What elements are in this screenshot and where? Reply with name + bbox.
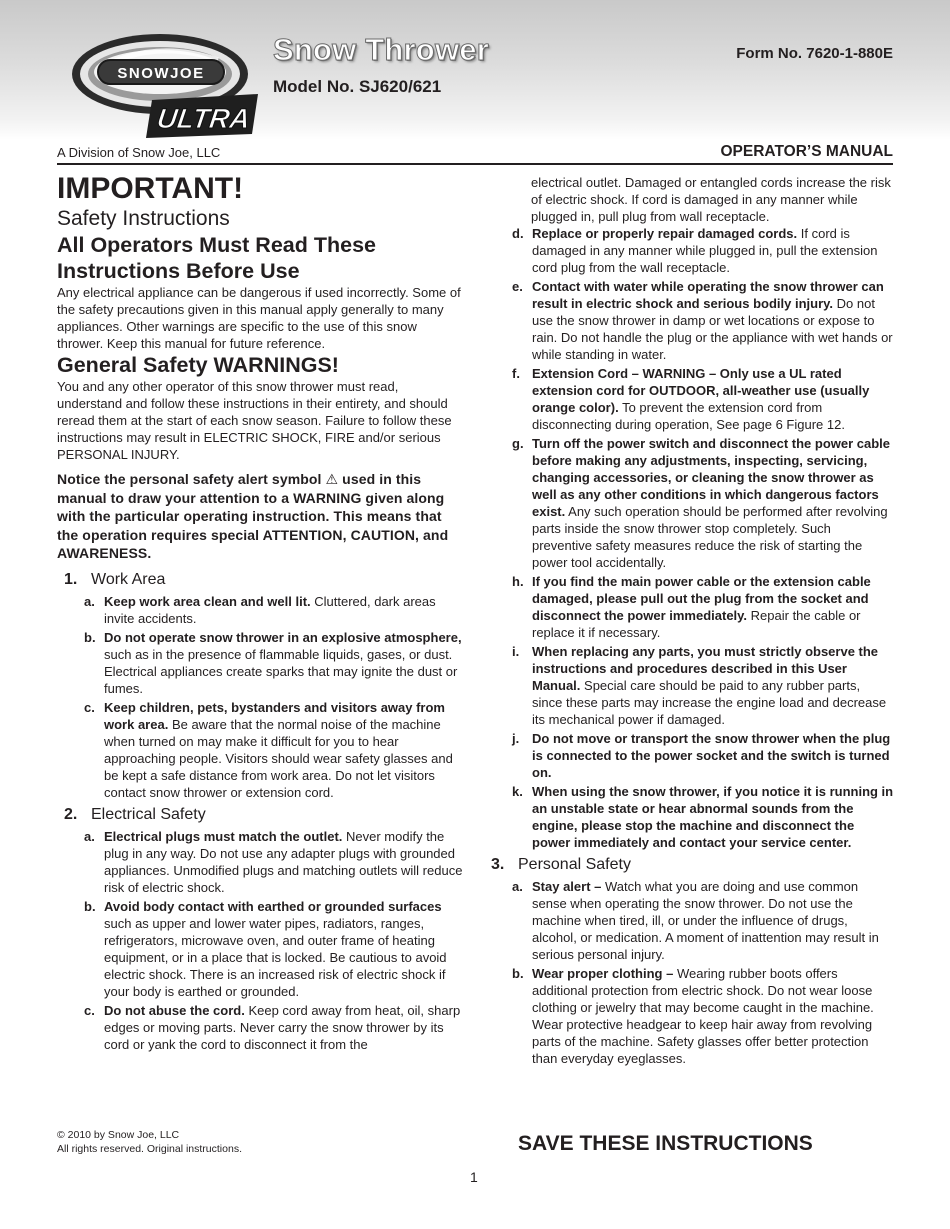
- section-personal-safety: [491, 854, 894, 875]
- list-item: [512, 878, 894, 963]
- general-warnings-heading: General Safety WARNINGS!: [57, 353, 339, 377]
- item-letter: f.: [512, 366, 520, 381]
- section-electrical-safety: [57, 804, 465, 825]
- item-bold-text: If you find the main power cable or the extension cable damaged, please pull out the plug from the socket and disconnect the power immediately.: [532, 574, 871, 623]
- item-text: such as upper and lower water pipes, radiators, ranges, refrigerators, microwave oven, and outer frame of heating equipment, or in a place that is locked. Be cautious to avoid electric shock. There is an increased risk of electric shock if your body is earthed or grounded.: [104, 915, 447, 999]
- section-title: Personal Safety: [518, 856, 631, 873]
- list-item: [512, 278, 894, 363]
- section-work-area: [57, 569, 465, 590]
- item-bold-text: Electrical plugs must match the outlet.: [104, 828, 343, 844]
- item-text: Watch what you are doing and use common sense when operating the snow thrower. Do not use the machine when tired, ill, or under the influence of drugs, alcohol, or medication. A moment of inattention may result in serious personal injury.: [532, 879, 879, 962]
- item-letter: c.: [84, 1002, 95, 1018]
- item-letter: a.: [512, 879, 523, 894]
- header-divider: [57, 163, 893, 165]
- item-text: Special care should be paid to any rubber parts, since these parts may increase the engine load and decrease its mechanical power if damaged.: [532, 678, 887, 727]
- item-letter: e.: [512, 279, 523, 294]
- list-item: [84, 828, 465, 896]
- important-heading: IMPORTANT!: [57, 172, 244, 205]
- item-bold-text: Extension Cord – WARNING – Only use a UL rated extension cord for OUTDOOR, all-weather use (usually orange color).: [532, 366, 870, 415]
- item-text: Cluttered, dark areas invite accidents.: [104, 593, 436, 626]
- item-letter: j.: [512, 731, 520, 746]
- warnings-paragraph: You and any other operator of this snow thrower must read, understand and follow these instructions in their entirety, and should reread them at the start of each snow season. Failure to follow these instructions may result in ELECTRIC SHOCK, FIRE and/or serious PERSONAL INJURY.: [57, 379, 452, 462]
- item-letter: d.: [512, 226, 524, 241]
- item-letter: k.: [512, 784, 523, 799]
- item-text: Be aware that the normal noise of the machine when turned on may make it difficult for you to hear approaching people. Visitors should wear safety glasses and be kept a safe distance from work area. Do not let visitors contact snow thrower or extension cord.: [104, 716, 453, 800]
- item-text: Any such operation should be performed after revolving parts inside the snow thrower stop completely. Such preventive safety measures reduce the risk of starting the power tool accidentally.: [532, 504, 888, 570]
- item-bold-text: Do not abuse the cord.: [104, 1002, 245, 1018]
- section-number: 3.: [491, 856, 505, 873]
- item-bold-text: Keep work area clean and well lit.: [104, 593, 311, 609]
- item-letter: c.: [84, 699, 95, 715]
- list-item: [512, 643, 894, 728]
- intro-paragraph: Any electrical appliance can be dangerous if used incorrectly. Some of the safety precautions given in this manual apply generally to many appliances. Other warnings are specific to the use of this snow thrower. Keep this manual for future reference.: [57, 285, 461, 351]
- item-bold-text: Wear proper clothing –: [532, 966, 674, 981]
- operators-heading: All Operators Must Read These Instructions Before Use: [57, 233, 376, 283]
- section-title: Work Area: [91, 570, 166, 588]
- page-number: 1: [470, 1169, 478, 1185]
- item-letter: a.: [84, 828, 95, 844]
- item-letter: a.: [84, 593, 95, 609]
- item-bold-text: Keep children, pets, bystanders and visitors away from work area.: [104, 699, 445, 732]
- section-number: 2.: [64, 805, 78, 823]
- item-bold-text: Contact with water while operating the snow thrower can result in electric shock and serious bodily injury.: [532, 279, 884, 311]
- form-number: Form No. 7620-1-880E: [736, 45, 893, 62]
- item-letter: h.: [512, 574, 524, 589]
- model-number: Model No. SJ620/621: [273, 77, 442, 96]
- list-item: [84, 1002, 465, 1053]
- copyright-notice: [57, 1129, 242, 1156]
- copyright-line: © 2010 by Snow Joe, LLC: [57, 1129, 180, 1141]
- list-item: [84, 699, 465, 801]
- safety-alert-notice: Notice the personal safety alert symbol ⚠ used in this manual to draw your attention to a WARNING given along with the particular operating instruction. This means that the operation requires special ATTENTION, CAUTION, and AWARENESS.: [57, 471, 449, 561]
- electrical-safety-items: [57, 828, 465, 1053]
- item-bold-text: When replacing any parts, you must strictly observe the instructions and procedures described in this User Manual.: [532, 644, 879, 693]
- list-item: [512, 365, 894, 433]
- safety-instructions-heading: Safety Instructions: [57, 207, 230, 230]
- list-item: [512, 783, 894, 851]
- item-text: If cord is damaged in any manner while plugged in, pull the extension cord plug from the wall receptacle.: [532, 226, 878, 275]
- division-line: A Division of Snow Joe, LLC: [57, 145, 221, 160]
- list-item: [84, 898, 465, 1000]
- manual-type: OPERATOR’S MANUAL: [720, 143, 893, 160]
- item-bold-text: Stay alert –: [532, 879, 602, 894]
- svg-text:SNOWJOE: SNOWJOE: [117, 65, 205, 82]
- left-column: [57, 172, 465, 1055]
- item-text: Keep cord away from heat, oil, sharp edges or moving parts. Never carry the snow thrower by its cord or yank the cord to disconnect it from the: [104, 1002, 461, 1052]
- item-bold-text: Turn off the power switch and disconnect the power cable before making any adjustments, inspecting, servicing, changing accessories, or cleaning the snow thrower as well as any other conditions in which dangerous factors exist.: [532, 436, 891, 519]
- item-bold-text: Do not operate snow thrower in an explosive atmosphere,: [104, 629, 462, 645]
- personal-safety-items: [491, 878, 894, 1067]
- document-title: Snow Thrower: [273, 32, 489, 67]
- item-letter: b.: [512, 966, 524, 981]
- right-column: [491, 174, 894, 1069]
- snowjoe-ultra-logo: [68, 30, 268, 142]
- item-text: Repair the cable or replace it if necessary.: [532, 608, 861, 640]
- list-item: [512, 435, 894, 571]
- item-bold-text: When using the snow thrower, if you notice it is running in an unstable state or hear abnormal sounds from the engine, please stop the machine and disconnect the power immediately and contact your service center.: [532, 784, 894, 850]
- item-text: Never modify the plug in any way. Do not use any adapter plugs with grounded appliances. Unmodified plugs and matching outlets will reduce risk of electric shock.: [104, 828, 463, 895]
- list-item: [512, 573, 894, 641]
- item-bold-text: Replace or properly repair damaged cords.: [532, 226, 798, 241]
- rights-line: All rights reserved. Original instructions.: [57, 1142, 242, 1155]
- item-letter: i.: [512, 644, 520, 659]
- item-text: To prevent the extension cord from disconnecting during operation, See page 6 Figure 12.: [532, 400, 845, 432]
- item-letter: g.: [512, 436, 524, 451]
- list-item: [512, 730, 894, 781]
- continued-text: electrical outlet. Damaged or entangled cords increase the risk of electric shock. If cord is damaged in any manner while plugged in, pull plug from wall receptacle.: [531, 175, 891, 224]
- item-bold-text: Avoid body contact with earthed or grounded surfaces: [104, 898, 442, 914]
- item-text: Wearing rubber boots offers additional protection from electric shock. Do not wear loose clothing or jewelry that may become caught in the machine. Wear protective headgear to keep hair away from revolving parts of the machine. Safety glasses offer better protection than everyday eyeglasses.: [532, 966, 874, 1066]
- item-text: such as in the presence of flammable liquids, gases, or dust. Electrical appliances create sparks that may ignite the dust or fumes.: [104, 646, 458, 696]
- save-instructions-banner: SAVE THESE INSTRUCTIONS: [518, 1132, 813, 1155]
- list-item: [512, 225, 894, 276]
- svg-text:ULTRA: ULTRA: [155, 103, 253, 134]
- electrical-safety-items-continued: [491, 225, 894, 851]
- list-item: [512, 965, 894, 1067]
- item-letter: b.: [84, 898, 96, 914]
- item-text: Do not use the snow thrower in damp or wet locations or expose to rain. Do not handle the plug or the appliance with wet hands or while standing in water.: [532, 296, 893, 362]
- item-bold-text: Do not move or transport the snow thrower when the plug is connected to the power socket and the switch is turned on.: [532, 731, 891, 780]
- section-number: 1.: [64, 570, 78, 588]
- item-letter: b.: [84, 629, 96, 645]
- section-title: Electrical Safety: [91, 805, 206, 823]
- list-item: [84, 593, 465, 627]
- list-item: [84, 629, 465, 697]
- work-area-items: [57, 593, 465, 801]
